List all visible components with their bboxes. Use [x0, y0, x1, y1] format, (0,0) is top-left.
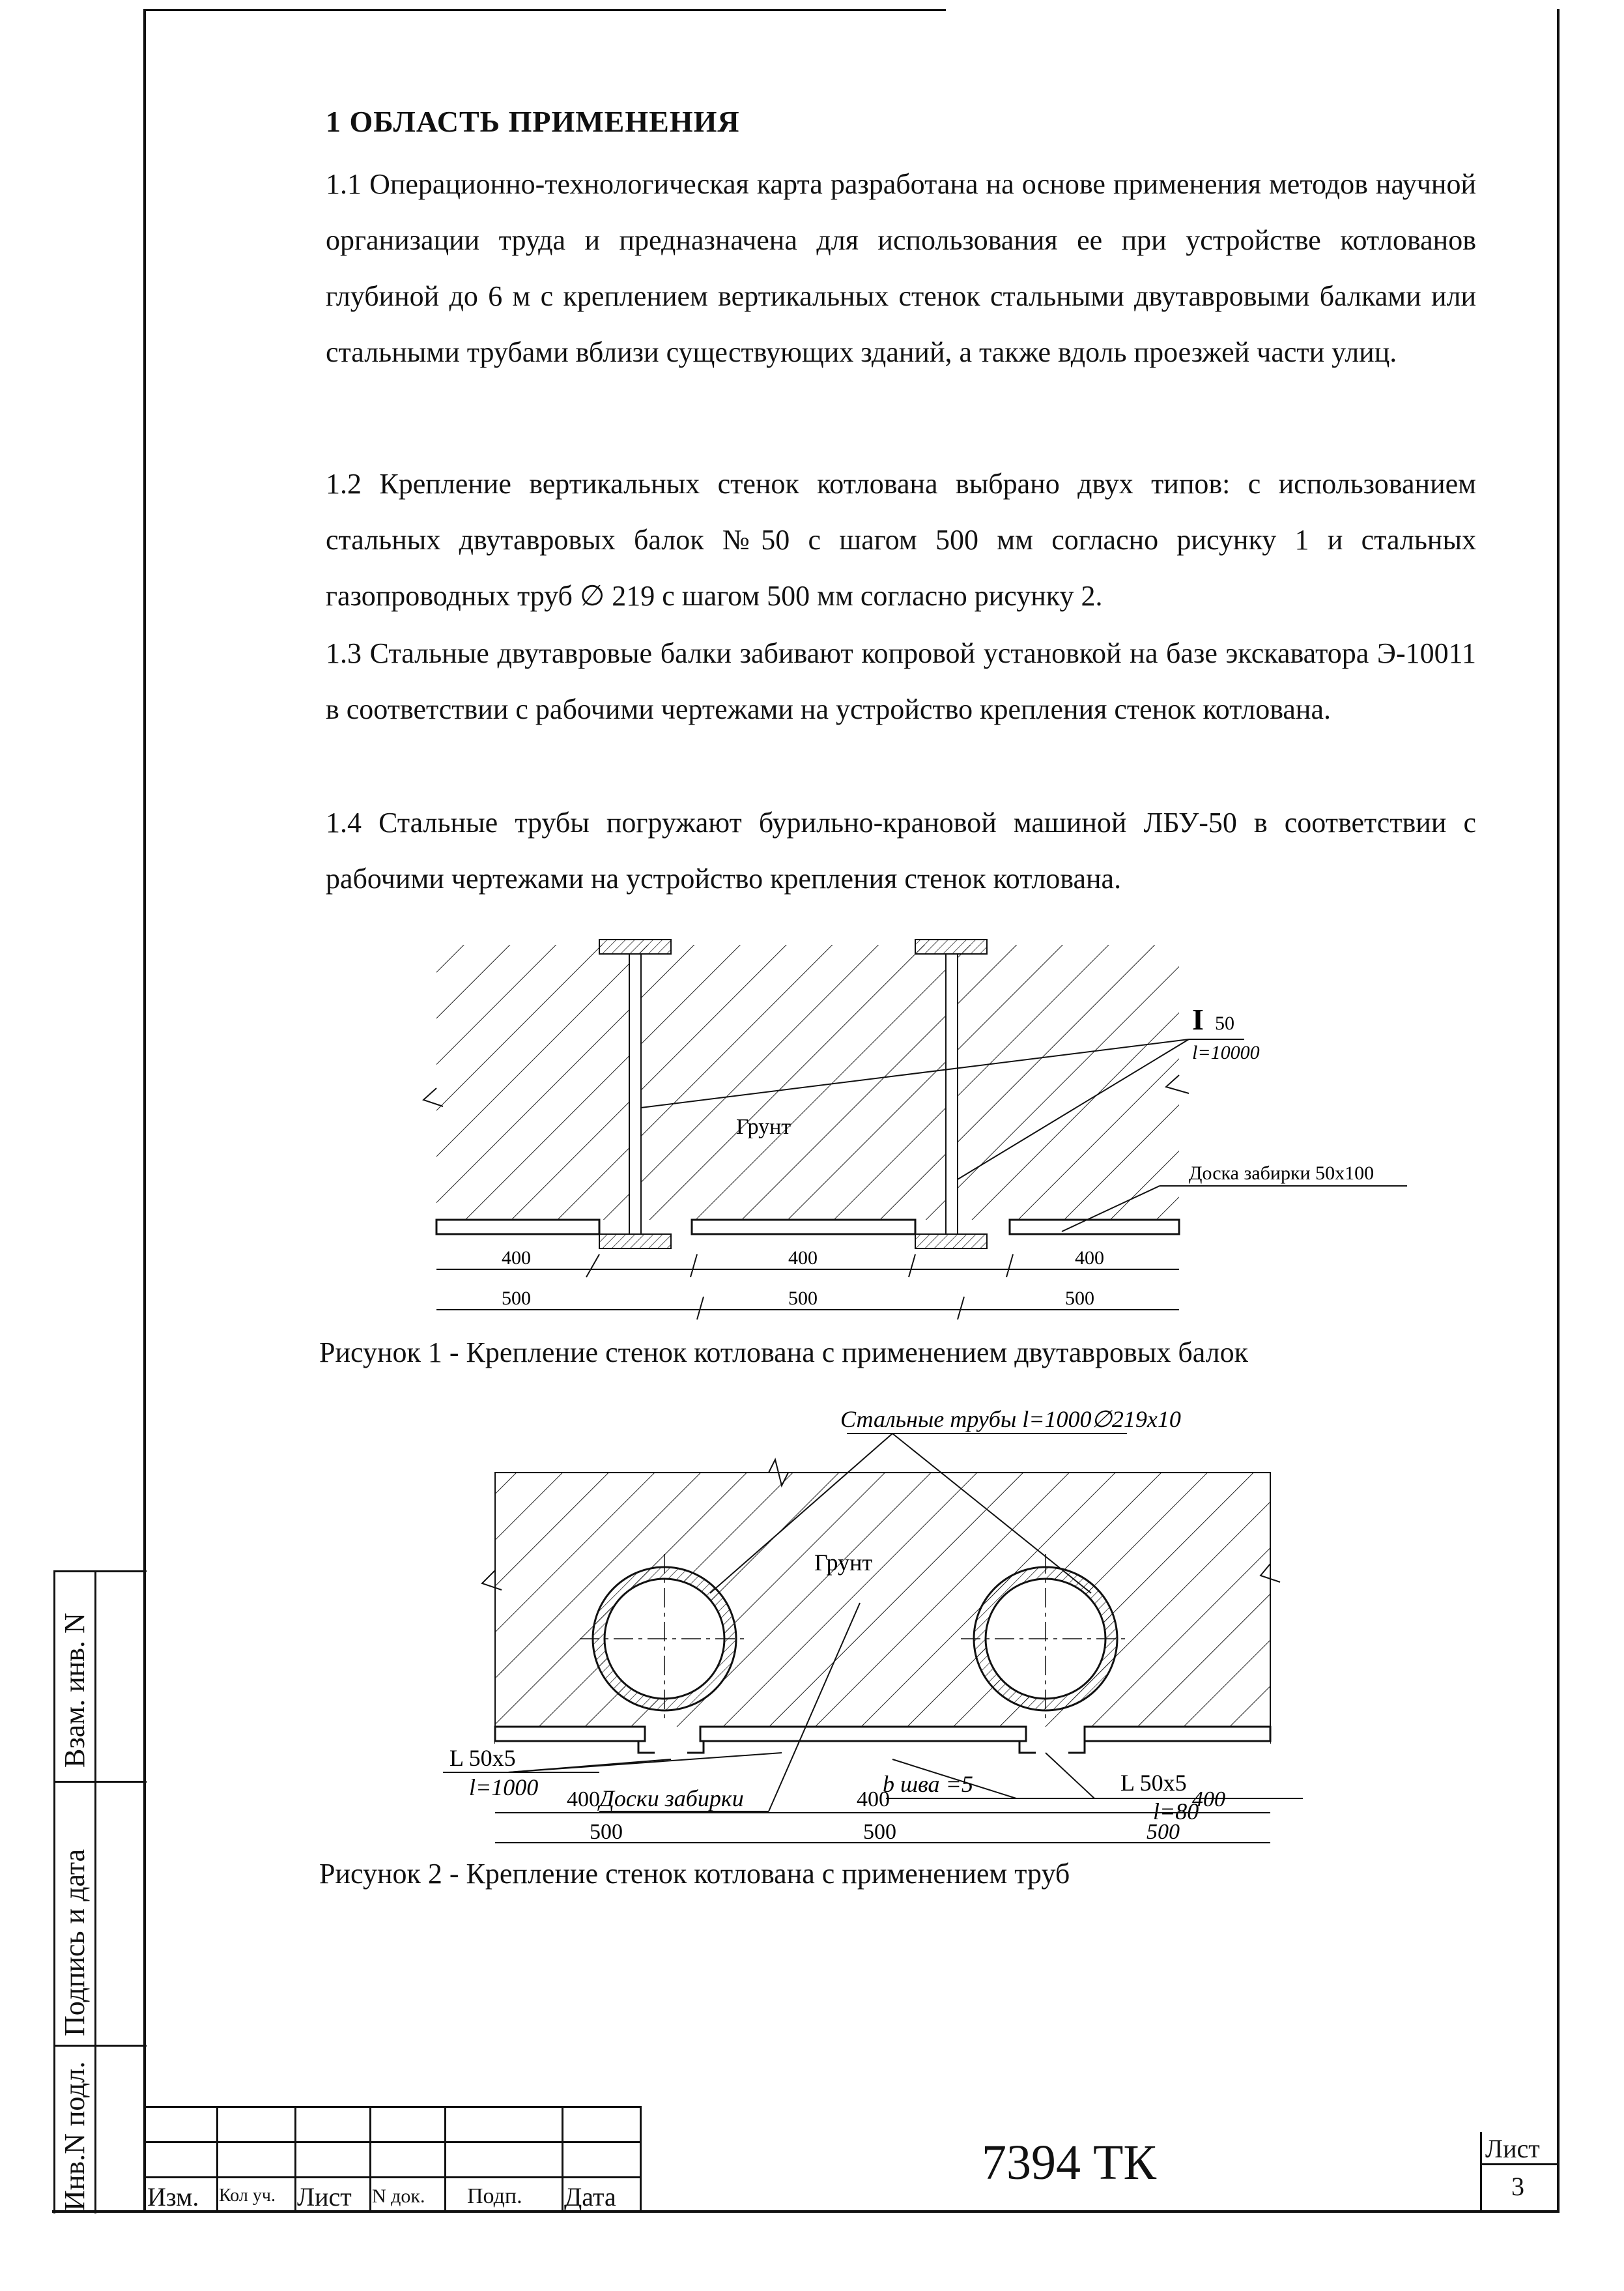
- podpis-data-label: Подпись и дата: [59, 1849, 91, 2036]
- beam-right-bottom-flange: [915, 1234, 987, 1248]
- paragraph-1-2: [232, 456, 1476, 624]
- paragraph-1-1: [232, 156, 1476, 381]
- beam-right-top-flange: [915, 940, 987, 954]
- dim2-top-3: 400: [1192, 1787, 1225, 1811]
- frame-top: [145, 9, 946, 11]
- section-heading: 1 ОБЛАСТЬ ПРИМЕНЕНИЯ: [326, 105, 740, 138]
- dim-top-1: 400: [502, 1247, 531, 1269]
- angle-right-label: L 50х5: [1120, 1770, 1187, 1796]
- paragraph-text: 1.4 Стальные трубы погружают бурильно-крановой машиной ЛБУ-50 в соответствии с рабочими чертежами на устройство крепления стенок котлована.: [326, 807, 1476, 895]
- beam-length: l=10000: [1192, 1042, 1260, 1063]
- title-block: [145, 2106, 1558, 2212]
- side-stamp: [53, 1570, 147, 2213]
- beam-number: 50: [1215, 1013, 1234, 1034]
- paragraph-1-3: [232, 626, 1476, 738]
- paragraph-1-4: [232, 795, 1476, 907]
- beam-left-web: [629, 954, 641, 1234]
- tb-col-list: Лист: [297, 2182, 352, 2212]
- dim2-bottom-2: 500: [863, 1820, 896, 1844]
- board-2: [692, 1220, 915, 1234]
- dim2-bottom-3: 500: [1147, 1820, 1180, 1844]
- dim-top-3: 400: [1075, 1247, 1104, 1269]
- angle-left-label: L 50х5: [449, 1745, 516, 1771]
- board-1: [436, 1220, 599, 1234]
- tb-col-data: Дата: [564, 2182, 616, 2212]
- sheet-label: Лист: [1485, 2134, 1540, 2163]
- paragraph-text: 1.3 Стальные двутавровые балки забивают копровой установкой на базе экскаватора Э-10011 в соответствии с рабочими чертежами на устройство крепления стенок котлована.: [326, 637, 1476, 725]
- board-2-2: [700, 1727, 1026, 1741]
- board-2-3: [1085, 1727, 1270, 1741]
- dim-top-2: 400: [788, 1247, 818, 1269]
- angle-right-length: l=80: [1153, 1798, 1199, 1824]
- inv-podl-label: Инв.N подл.: [59, 2061, 91, 2211]
- tb-col-podp: Подп.: [467, 2184, 522, 2208]
- tb-col-ndok: N док.: [372, 2185, 425, 2207]
- frame-right: [1557, 9, 1560, 2212]
- vzam-inv-label: Взам. инв. N: [59, 1613, 91, 1768]
- figure-1-caption: Рисунок 1 - Крепление стенок котлована с применением двутавровых балок: [319, 1336, 1248, 1368]
- dim2-top-1: 400: [567, 1787, 600, 1811]
- beam-left-top-flange: [599, 940, 671, 954]
- soil-label: Грунт: [736, 1115, 791, 1139]
- tb-col-kol: Кол уч.: [219, 2185, 276, 2206]
- weld-label: b шва =5: [883, 1771, 973, 1797]
- figure-1-drawing: [391, 925, 1433, 1329]
- dim-bottom-2: 500: [788, 1288, 818, 1309]
- soil-area: [436, 945, 1179, 1245]
- dim2-bottom-1: 500: [590, 1820, 623, 1844]
- soil-label-2: Грунт: [814, 1549, 873, 1576]
- board-label: Доска забирки 50х100: [1189, 1162, 1375, 1184]
- doc-code: 7394 ТК: [982, 2135, 1157, 2190]
- board-2-1: [495, 1727, 645, 1741]
- figure-2-drawing: [443, 1407, 1472, 1851]
- angle-left-length: l=1000: [469, 1774, 539, 1800]
- tb-col-izm: Изм.: [147, 2182, 199, 2212]
- dim-bottom-1: 500: [502, 1288, 531, 1309]
- pipes-label: Стальные трубы l=1000∅219х10: [840, 1407, 1181, 1432]
- paragraph-text: 1.2 Крепление вертикальных стенок котлована выбрано двух типов: с использованием стальных двутавровых балок №50 с шагом 500 мм согласно рисунку 1 и стальных газопроводных труб ∅ 219 с шагом 500 мм согласно рисунку 2.: [326, 468, 1476, 612]
- dim2-top-2: 400: [857, 1787, 890, 1811]
- figure-2-caption: Рисунок 2 - Крепление стенок котлована с применением труб: [319, 1858, 1070, 1890]
- paragraph-text: 1.1 Операционно-технологическая карта разработана на основе применения методов научной организации труда и предназначена для использования ее при устройстве котлованов глубиной до 6 м с креплением вертикальных стенок стальными двутавровыми балками или стальными трубами вблизи существующих зданий, а также вдоль проезжей части улиц.: [326, 168, 1476, 368]
- boards-label: Доски забирки: [599, 1785, 744, 1811]
- dim-bottom-3: 500: [1065, 1288, 1094, 1309]
- board-3: [1010, 1220, 1179, 1234]
- sheet-number: 3: [1511, 2172, 1524, 2201]
- beam-right-web: [946, 954, 958, 1234]
- beam-left-bottom-flange: [599, 1234, 671, 1248]
- beam-symbol: I: [1192, 1003, 1204, 1036]
